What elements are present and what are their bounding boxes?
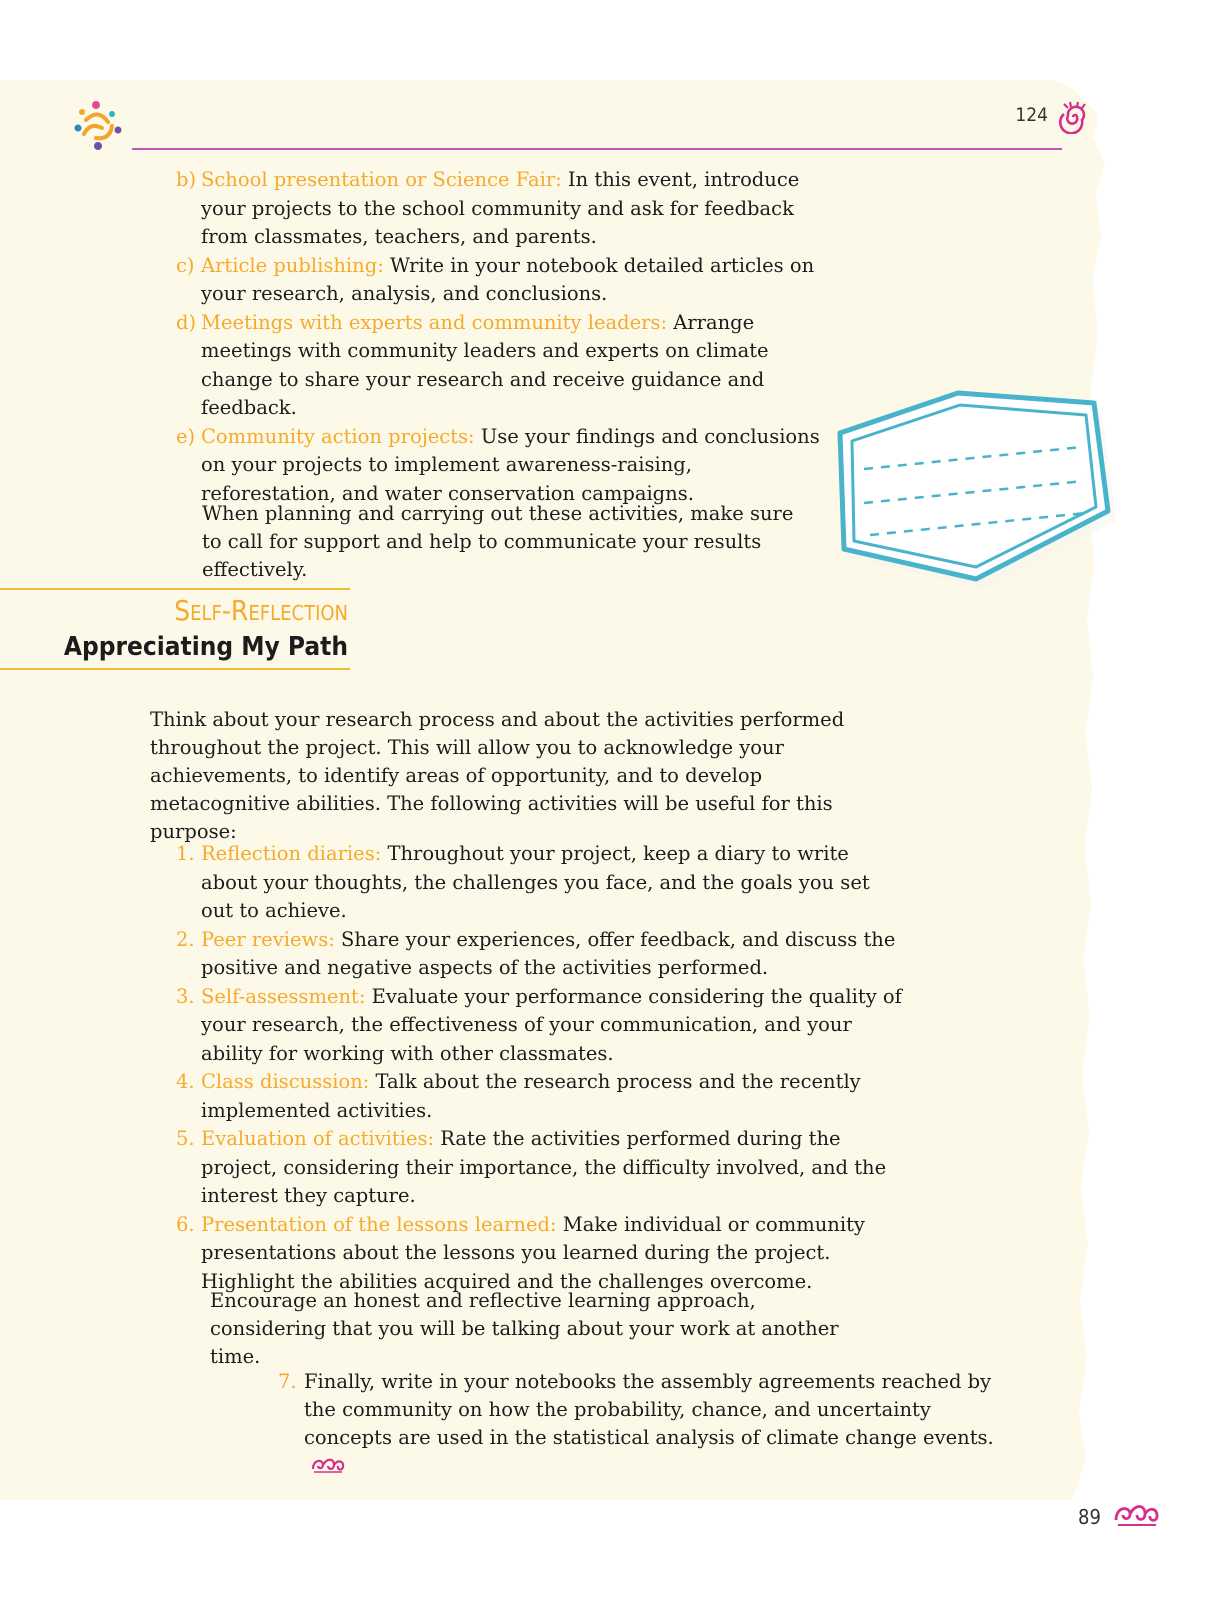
spiral-ornament-icon — [1058, 100, 1092, 134]
support-paragraph: When planning and carrying out these activities, make sure to call for support and help to communicate your results effectively. — [202, 502, 794, 581]
list-item: b) School presentation or Science Fair: In this event, introduce your projects to the school community and ask for feedback from classmates, teachers, and parents. — [176, 168, 800, 248]
item-term: Peer reviews: — [201, 927, 335, 951]
final-item-number: 7. — [278, 1370, 297, 1393]
item-text: Use your findings and conclusions on your projects to implement awareness-raising, reforestation, and water conservation campaigns. — [201, 424, 820, 505]
note-frame-decoration — [830, 385, 1125, 590]
item-text: Rate the activities performed during the project, considering their importance, the difficulty involved, and the interest they capture. — [201, 1127, 887, 1207]
item-term: School presentation or Science Fair: — [201, 168, 562, 191]
item-term: Community action projects: — [201, 424, 475, 448]
section-subtitle: Appreciating My Path — [63, 632, 348, 662]
reflection-activity-list — [176, 840, 906, 1296]
list-item: 4. Class discussion: Talk about the research process and the recently implemented activities. — [176, 1070, 861, 1122]
final-item — [278, 1368, 1014, 1480]
header-rule — [132, 148, 1062, 150]
list-item: d) Meetings with experts and community leaders: Arrange meetings with community leaders and experts on climate change to share your research and receive guidance and feedback. — [176, 310, 769, 419]
list-item: c) Article publishing: Write in your notebook detailed articles on your research, analysis, and conclusions. — [176, 253, 815, 305]
header-page-number: 124 — [1015, 104, 1048, 126]
item-term: Meetings with experts and community leaders: — [201, 310, 668, 334]
list-item: 6. Presentation of the lessons learned: Make individual or community presentations about the lessons you learned during the project. Highlight the abilities acquired and the challenges overcome. — [176, 1212, 865, 1293]
ornament-icon — [310, 1455, 346, 1475]
item-term: Class discussion: — [201, 1070, 370, 1093]
item-text: Talk about the research process and the recently implemented activities. — [201, 1070, 861, 1122]
item-text: Write in your notebook detailed articles on your research, analysis, and conclusions. — [201, 253, 815, 305]
item-text: Throughout your project, keep a diary to write about your thoughts, the challenges you face, and the goals you set out to achieve. — [201, 842, 870, 922]
footer-page-number: 89 — [1078, 1505, 1101, 1529]
activity-list — [176, 166, 826, 508]
intro-paragraph: Think about your research process and about the activities performed throughout the project. This will allow you to acknowledge your achievements, to identify areas of opportunity, and to develop metacognitive abilities. The following activities will be useful for this purpose: — [150, 708, 845, 843]
section-rule-bottom — [0, 668, 350, 670]
section-rule-top — [0, 588, 350, 590]
item-term: Article publishing: — [201, 253, 384, 277]
item-text: In this event, introduce your projects to the school community and ask for feedback from classmates, teachers, and parents. — [201, 168, 800, 248]
ornament-icon — [1112, 1500, 1160, 1530]
list-item: 5. Evaluation of activities: Rate the activities performed during the project, considering their importance, the difficulty involved, and the interest they capture. — [176, 1127, 887, 1207]
closing-paragraph: Encourage an honest and reflective learning approach, considering that you will be talking about your work at another time. — [210, 1289, 839, 1368]
item-term: Presentation of the lessons learned: — [201, 1212, 557, 1236]
list-item: e) Community action projects: Use your findings and conclusions on your projects to implement awareness-raising, reforestation, and water conservation campaigns. — [176, 424, 820, 505]
item-text: Evaluate your performance considering the quality of your research, the effectiveness of your communication, and your ability for working with other classmates. — [201, 984, 902, 1065]
item-term: Evaluation of activities: — [201, 1127, 435, 1150]
item-text: Arrange meetings with community leaders and experts on climate change to share your research and receive guidance and feedback. — [201, 310, 769, 419]
item-term: Reflection diaries: — [201, 842, 382, 865]
item-term: Self-assessment: — [201, 984, 366, 1008]
list-item: 2. Peer reviews: Share your experiences, offer feedback, and discuss the positive and negative aspects of the activities performed. — [176, 927, 896, 979]
list-item: 1. Reflection diaries: Throughout your project, keep a diary to write about your thoughts, the challenges you face, and the goals you set out to achieve. — [176, 842, 870, 922]
item-text: Make individual or community presentations about the lessons you learned during the project. Highlight the abilities acquired and the challenges overcome. — [201, 1212, 865, 1293]
community-logo-icon — [72, 100, 124, 152]
section-title: Self-Reflection — [174, 594, 348, 627]
item-text: Share your experiences, offer feedback, and discuss the positive and negative aspects of the activities performed. — [201, 927, 896, 979]
final-item-text: Finally, write in your notebooks the assembly agreements reached by the community on how the probability, chance, and uncertainty concepts are used in the statistical analysis of climate change events. — [304, 1370, 994, 1449]
list-item: 3. Self-assessment: Evaluate your performance considering the quality of your research, the effectiveness of your communication, and your ability for working with other classmates. — [176, 984, 902, 1065]
